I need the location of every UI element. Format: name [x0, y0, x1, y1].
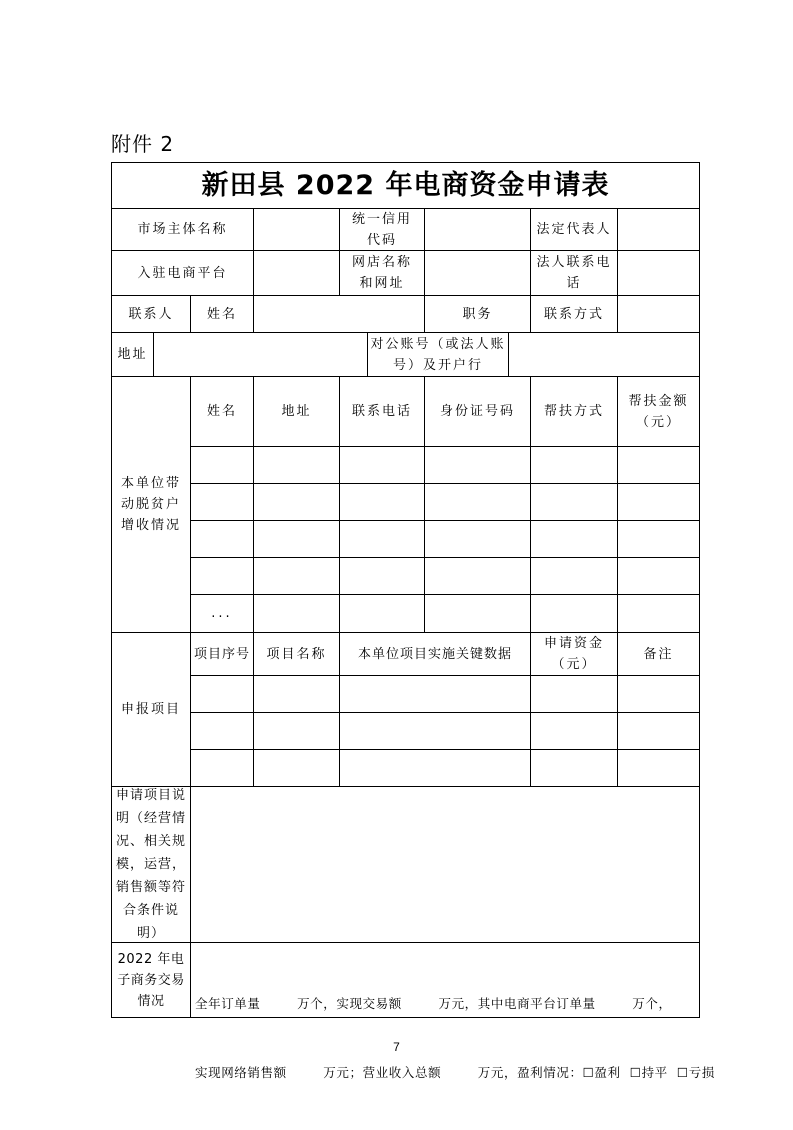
poverty-header-id-number: 身份证号码 [439, 404, 515, 419]
poverty-header-help-method: 帮扶方式 [543, 404, 604, 419]
poverty-header-phone: 联系电话 [351, 404, 412, 419]
poverty-row-ellipsis: ... [211, 606, 233, 621]
account-value[interactable] [509, 333, 699, 376]
explanation-value[interactable] [191, 787, 699, 942]
market-entity-value[interactable] [254, 209, 339, 250]
ecommerce-line-2: 实现网络销售额 万元；营业收入总额 万元，盈利情况：☐盈利 ☐持平 ☐亏损 [195, 1065, 715, 1080]
legal-contact-value[interactable] [618, 251, 699, 295]
poverty-header-help-amount: 帮扶金额（元） [628, 393, 689, 430]
contact-method-label: 联系方式 [543, 306, 604, 322]
ecommerce-content [192, 944, 715, 1080]
position-label: 职务 [462, 306, 493, 322]
legal-rep-label: 法定代表人 [536, 222, 612, 237]
page-number: 7 [393, 1040, 400, 1054]
poverty-section-label: 本单位带动脱贫户增收情况 [120, 476, 181, 533]
credit-code-value[interactable] [425, 209, 530, 250]
contact-method-value[interactable] [618, 296, 699, 332]
platform-label: 入驻电商平台 [137, 265, 228, 281]
legal-contact-label: 法人联系电话 [536, 255, 612, 291]
explanation-label: 申请项目说明（经营情况、相关规模，运营，销售额等符合条件说明） [115, 788, 186, 941]
application-form-table [111, 162, 715, 1080]
project-header-remarks: 备注 [643, 646, 674, 662]
account-label: 对公账号（或法人账号）及开户行 [370, 336, 506, 373]
project-header-name: 项目名称 [266, 646, 327, 662]
platform-value[interactable] [254, 251, 339, 295]
project-header-key-data: 本单位项目实施关键数据 [357, 646, 512, 662]
ecommerce-label: 2022 年电子商务交易情况 [117, 952, 185, 1009]
credit-code-label: 统一信用代码 [351, 211, 412, 248]
ecommerce-line-1: 全年订单量 万个，实现交易额 万元，其中电商平台订单量 万个， [195, 996, 672, 1011]
poverty-header-name: 姓名 [206, 404, 237, 419]
project-section-label: 申报项目 [120, 702, 181, 717]
option-breakeven: 持平 [641, 1065, 668, 1080]
shop-name-value[interactable] [425, 251, 530, 295]
checkbox-profit[interactable]: ☐ [582, 1065, 595, 1080]
attachment-label: 附件 2 [111, 132, 175, 156]
project-header-number: 项目序号 [193, 646, 250, 662]
checkbox-breakeven[interactable]: ☐ [629, 1065, 642, 1080]
legal-rep-value[interactable] [618, 209, 699, 250]
option-loss: 亏损 [688, 1065, 715, 1080]
poverty-header-address: 地址 [281, 404, 312, 419]
shop-name-label: 网店名称和网址 [351, 255, 412, 291]
project-header-funds: 申请资金（元） [543, 636, 604, 672]
address-label: 地址 [117, 347, 148, 362]
contact-name-value[interactable] [254, 296, 424, 332]
contact-person-label: 联系人 [128, 306, 174, 322]
checkbox-loss[interactable]: ☐ [676, 1065, 689, 1080]
form-title: 新田县 2022 年电商资金申请表 [201, 170, 610, 201]
contact-name-label: 姓名 [206, 306, 237, 322]
market-entity-label: 市场主体名称 [137, 222, 228, 237]
option-profit: 盈利 [594, 1065, 621, 1080]
address-value[interactable] [154, 333, 367, 376]
